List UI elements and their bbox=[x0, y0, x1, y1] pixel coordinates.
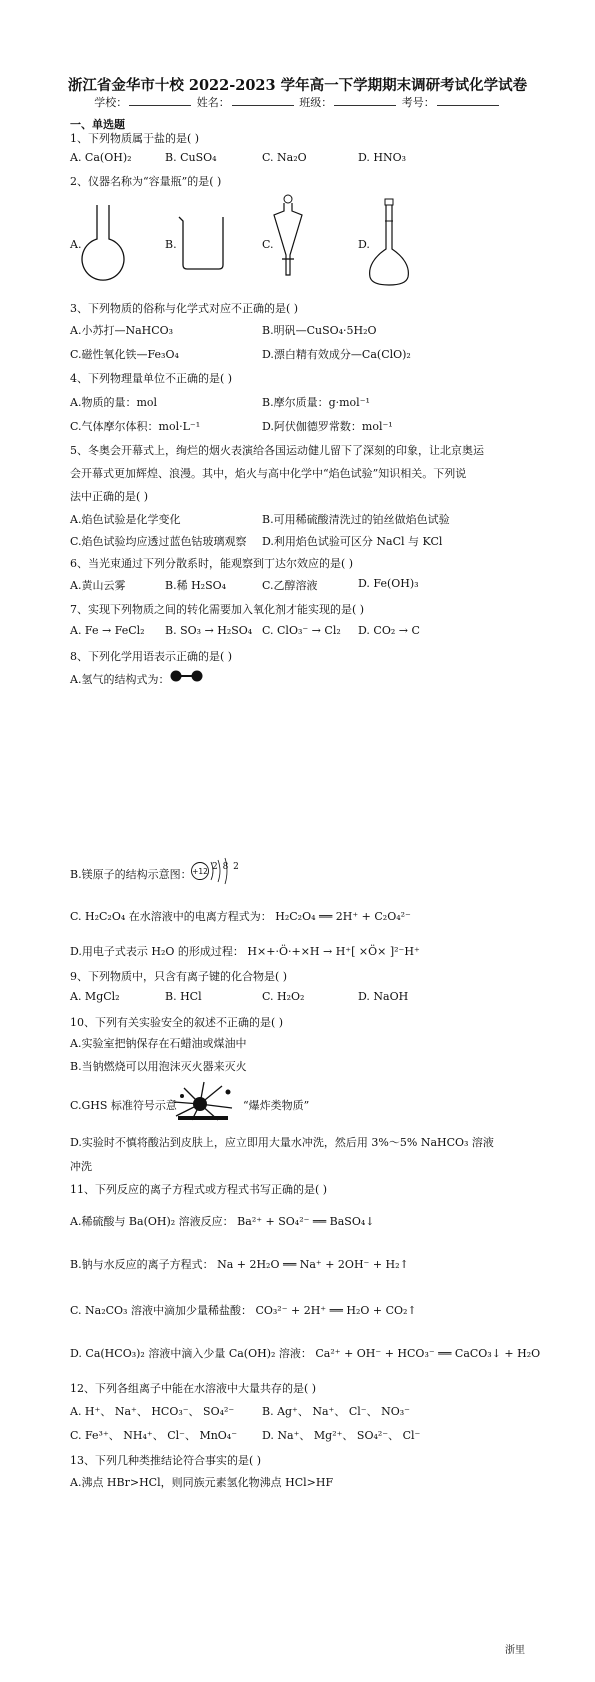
q3-option-a[interactable]: A.小苏打—NaHCO₃ bbox=[70, 324, 174, 337]
q2-option-d[interactable]: D. bbox=[358, 238, 370, 251]
q10-stem: 10、下列有关实验安全的叙述不正确的是( ) bbox=[70, 1016, 284, 1029]
q11-stem: 11、下列反应的离子方程式或方程式书写正确的是( ) bbox=[70, 1183, 328, 1196]
q4-option-a[interactable]: A.物质的量：mol bbox=[70, 396, 158, 409]
q1-option-c[interactable]: C. Na₂O bbox=[262, 151, 307, 164]
q2-option-b[interactable]: B. bbox=[165, 238, 177, 251]
student-info bbox=[0, 94, 595, 110]
q1-option-b[interactable]: B. CuSO₄ bbox=[165, 151, 217, 164]
page-footer: 浙里 bbox=[505, 1645, 525, 1656]
hydrogen-ball-stick-model-icon bbox=[170, 669, 204, 683]
q8-option-a[interactable]: A.氢气的结构式为： bbox=[70, 673, 170, 686]
q10-option-a[interactable]: A.实验室把钠保存在石蜡油或煤油中 bbox=[70, 1037, 247, 1050]
q7-option-a[interactable]: A. Fe → FeCl₂ bbox=[70, 624, 145, 637]
q10-option-d-cont: 冲洗 bbox=[70, 1160, 92, 1173]
beaker-icon bbox=[177, 215, 229, 271]
q4-option-c[interactable]: C.气体摩尔体积：mol·L⁻¹ bbox=[70, 420, 201, 433]
q7-option-b[interactable]: B. SO₃ → H₂SO₄ bbox=[165, 624, 253, 637]
q10-option-d[interactable]: D.实验时不慎将酸沾到皮肤上，应立即用大量水冲洗，然后用 3%～5% NaHCO₃ 溶液 bbox=[70, 1136, 494, 1149]
q7-option-c[interactable]: C. ClO₃⁻ → Cl₂ bbox=[262, 624, 341, 637]
q11-option-c[interactable]: C. Na₂CO₃ 溶液中滴加少量稀盐酸： CO₃²⁻ + 2H⁺ ══ H₂O + CO₂↑ bbox=[70, 1304, 417, 1317]
q9-option-c[interactable]: C. H₂O₂ bbox=[262, 990, 305, 1003]
exam-no-field[interactable] bbox=[437, 95, 499, 106]
q10-option-b[interactable]: B.当钠燃烧可以用泡沫灭火器来灭火 bbox=[70, 1060, 247, 1073]
q1-stem: 1、下列物质属于盐的是( ) bbox=[70, 132, 200, 145]
q5-stem-line1: 5、冬奥会开幕式上，绚烂的烟火表演给各国运动健儿留下了深刻的印象，让北京奥运 bbox=[70, 444, 484, 457]
q11-option-d[interactable]: D. Ca(HCO₃)₂ 溶液中滴入少量 Ca(OH)₂ 溶液： Ca²⁺ + OH⁻ + HCO₃⁻ ══ CaCO₃↓ + H₂O bbox=[70, 1347, 541, 1360]
q13-stem: 13、下列几种类推结论符合事实的是( ) bbox=[70, 1454, 262, 1467]
q11-option-b[interactable]: B.钠与水反应的离子方程式： Na + 2H₂O ══ Na⁺ + 2OH⁻ + H₂↑ bbox=[70, 1258, 409, 1271]
q7-stem: 7、实现下列物质之间的转化需要加入氧化剂才能实现的是( ) bbox=[70, 603, 365, 616]
q2-stem: 2、仪器名称为“容量瓶”的是( ) bbox=[70, 175, 222, 188]
q4-stem: 4、下列物理量单位不正确的是( ) bbox=[70, 372, 233, 385]
class-label: 班级： bbox=[299, 96, 333, 109]
name-label: 姓名： bbox=[196, 96, 230, 109]
q12-option-c[interactable]: C. Fe³⁺、 NH₄⁺、 Cl⁻、 MnO₄⁻ bbox=[70, 1429, 238, 1442]
q6-option-d[interactable]: D. Fe(OH)₃ bbox=[358, 577, 419, 590]
q12-option-b[interactable]: B. Ag⁺、 Na⁺、 Cl⁻、 NO₃⁻ bbox=[262, 1405, 410, 1418]
q3-option-d[interactable]: D.漂白精有效成分—Ca(ClO)₂ bbox=[262, 348, 411, 361]
q9-option-b[interactable]: B. HCl bbox=[165, 990, 202, 1003]
q6-option-a[interactable]: A.黄山云雾 bbox=[70, 579, 126, 592]
round-bottom-flask-icon bbox=[80, 203, 126, 283]
q5-option-b[interactable]: B.可用稀硫酸清洗过的铂丝做焰色试验 bbox=[262, 513, 450, 526]
q2-option-a[interactable]: A. bbox=[70, 238, 82, 251]
q13-option-a[interactable]: A.沸点 HBr>HCl，则同族元素氢化物沸点 HCl>HF bbox=[70, 1476, 334, 1489]
q3-option-b[interactable]: B.明矾—CuSO₄·5H₂O bbox=[262, 324, 377, 337]
q9-option-a[interactable]: A. MgCl₂ bbox=[70, 990, 120, 1003]
q3-option-c[interactable]: C.磁性氧化铁—Fe₃O₄ bbox=[70, 348, 179, 361]
q6-option-b[interactable]: B.稀 H₂SO₄ bbox=[165, 579, 227, 592]
q5-option-d[interactable]: D.利用焰色试验可区分 NaCl 与 KCl bbox=[262, 535, 443, 548]
q6-stem: 6、当光束通过下列分散系时，能观察到丁达尔效应的是( ) bbox=[70, 557, 354, 570]
class-field[interactable] bbox=[334, 95, 396, 106]
q3-stem: 3、下列物质的俗称与化学式对应不正确的是( ) bbox=[70, 302, 299, 315]
q12-option-d[interactable]: D. Na⁺、 Mg²⁺、 SO₄²⁻、 Cl⁻ bbox=[262, 1429, 421, 1442]
q12-stem: 12、下列各组离子中能在水溶液中大量共存的是( ) bbox=[70, 1382, 317, 1395]
q8-option-b[interactable]: B.镁原子的结构示意图： bbox=[70, 868, 192, 881]
volumetric-flask-icon bbox=[366, 197, 412, 289]
q11-option-a[interactable]: A.稀硫酸与 Ba(OH)₂ 溶液反应： Ba²⁺ + SO₄²⁻ ══ BaSO₄↓ bbox=[70, 1215, 375, 1228]
q8-option-d[interactable]: D.用电子式表示 H₂O 的形成过程： H×+·Ö·+×H → H⁺[ ×Ö× ]²⁻H⁺ bbox=[70, 945, 420, 958]
exam-title: 浙江省金华市十校 2022-2023 学年高一下学期期末调研考试化学试卷 bbox=[67, 77, 528, 94]
q10-option-c[interactable]: C.GHS 标准符号示意 bbox=[70, 1099, 177, 1112]
q1-option-d[interactable]: D. HNO₃ bbox=[358, 151, 407, 164]
q9-stem: 9、下列物质中，只含有离子键的化合物是( ) bbox=[70, 970, 288, 983]
q5-option-a[interactable]: A.焰色试验是化学变化 bbox=[70, 513, 181, 526]
q2-option-c[interactable]: C. bbox=[262, 238, 274, 251]
school-label: 学校： bbox=[94, 96, 128, 109]
electron-shells: 2 8 2 bbox=[212, 862, 240, 872]
exam-no-label: 考号： bbox=[401, 96, 435, 109]
q5-stem-line2: 会开幕式更加辉煌、浪漫。其中，焰火与高中化学中“焰色试验”知识相关。下列说 bbox=[70, 467, 467, 480]
q8-option-c[interactable]: C. H₂C₂O₄ 在水溶液中的电离方程式为： H₂C₂O₄ ══ 2H⁺ + C₂O₄²⁻ bbox=[70, 910, 411, 923]
q5-stem-line3: 法中正确的是( ) bbox=[70, 490, 149, 503]
q4-option-b[interactable]: B.摩尔质量：g·mol⁻¹ bbox=[262, 396, 370, 409]
q1-option-a[interactable]: A. Ca(OH)₂ bbox=[70, 151, 132, 164]
q7-option-d[interactable]: D. CO₂ → C bbox=[358, 624, 420, 637]
explosion-symbol-icon bbox=[170, 1078, 242, 1122]
q5-option-c[interactable]: C.焰色试验均应透过蓝色钴玻璃观察 bbox=[70, 535, 247, 548]
q8-stem: 8、下列化学用语表示正确的是( ) bbox=[70, 650, 233, 663]
separatory-funnel-icon bbox=[270, 193, 306, 283]
name-field[interactable] bbox=[232, 95, 294, 106]
nucleus-charge: +12 bbox=[192, 867, 208, 876]
q9-option-d[interactable]: D. NaOH bbox=[358, 990, 409, 1003]
school-field[interactable] bbox=[129, 95, 191, 106]
q6-option-c[interactable]: C.乙醇溶液 bbox=[262, 579, 318, 592]
q12-option-a[interactable]: A. H⁺、 Na⁺、 HCO₃⁻、 SO₄²⁻ bbox=[70, 1405, 235, 1418]
q4-option-d[interactable]: D.阿伏伽德罗常数：mol⁻¹ bbox=[262, 420, 393, 433]
q10-explosive-label: “爆炸类物质” bbox=[243, 1099, 310, 1112]
section-heading: 一、单选题 bbox=[70, 118, 125, 131]
